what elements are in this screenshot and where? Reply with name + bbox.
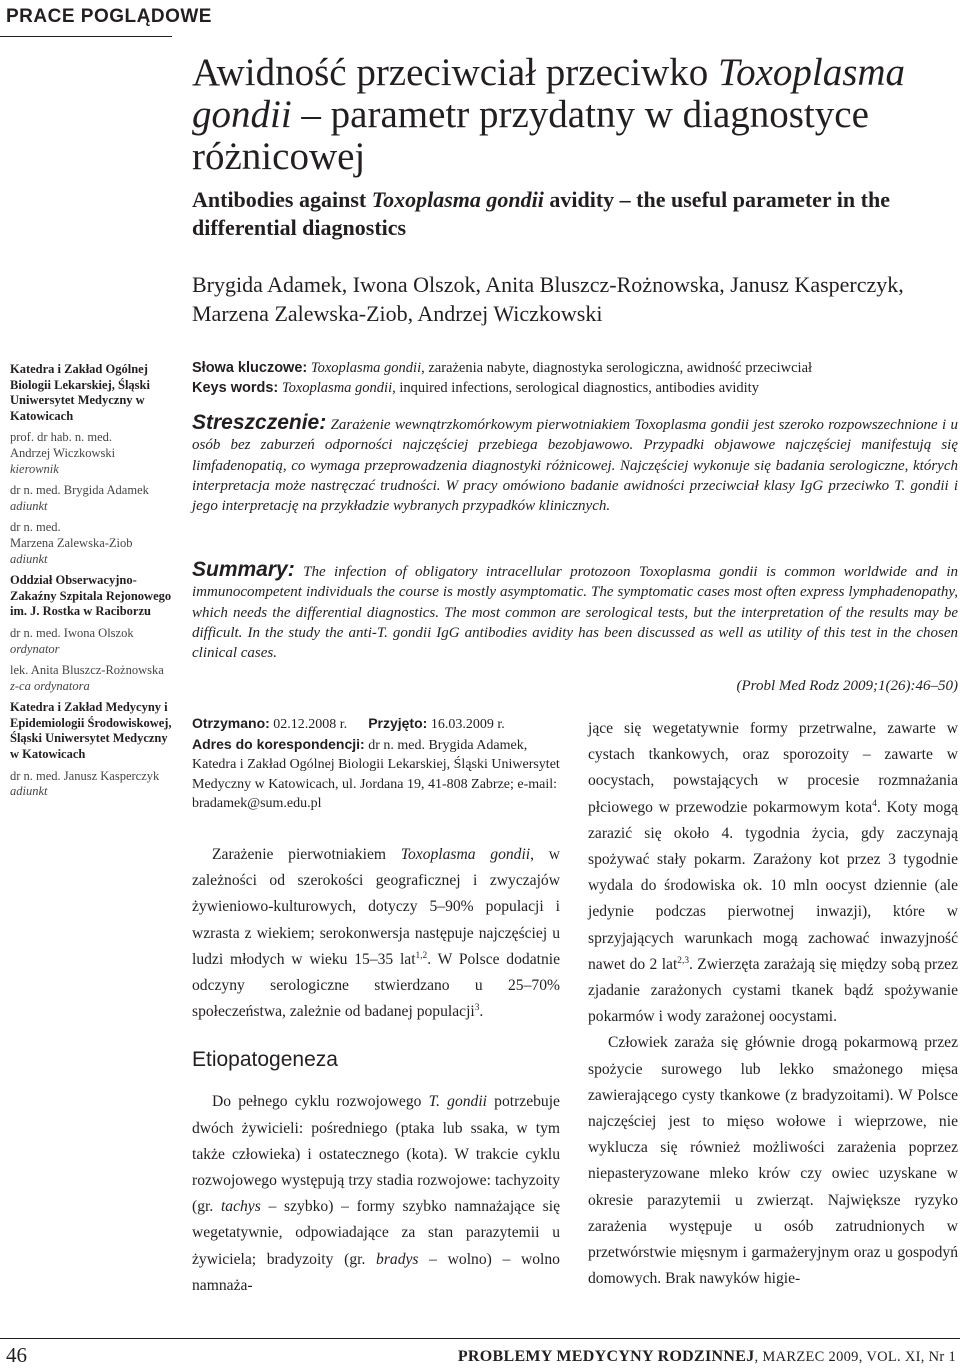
- institution-3: Katedra i Zakład Medycyny i Epidemiologii Środowiskowej, Śląski Uniwersytet Medyczny w Katowicach: [10, 700, 172, 762]
- journal-footer: PROBLEMY MEDYCYNY RODZINNEJ, MARZEC 2009, VOL. XI, Nr 1: [457, 1348, 956, 1365]
- correspondence-block: [192, 714, 572, 814]
- author-role: adiunkt: [10, 784, 48, 799]
- institution-1: Katedra i Zakład Ogólnej Biologii Lekarskiej, Śląski Uniwersytet Medyczny w Katowicach: [10, 362, 150, 423]
- body-column-right: [588, 716, 958, 1292]
- keywords-en: Keys words: Toxoplasma gondii, inquired infections, serological diagnostics, antibodies avidity: [192, 380, 759, 396]
- author-role: ordynator: [10, 641, 60, 656]
- body-paragraph: Człowiek zaraża się głównie drogą pokarmową przez spożycie surowego lub lekko smażonego mięsa zawierającego cysty tkankowe (z bradyzoitami). W Polsce najczęściej jest to mięso wołowe i wieprzowe, nie wyklucza się również możliwości zarażenia poprzez niepasteryzowane mleko krów czy owiec uzyskane w okresie parazytemii u zwierząt. Największe ryzyko zarażenia występuje u osób zatrudnionych w przetwórstwie mięsnym i garmażeryjnym oraz u gospodyń domowych. Brak nawyków higie-: [588, 1034, 958, 1288]
- author-role: z-ca ordynatora: [10, 678, 90, 693]
- abstract-en-heading: Summary:: [192, 558, 295, 581]
- author-name: Marzena Zalewska-Ziob: [10, 535, 133, 550]
- section-heading: Etiopatogeneza: [192, 1048, 338, 1072]
- author-role: adiunkt: [10, 498, 48, 513]
- body-column-left: [192, 842, 560, 1299]
- author-name: dr n. med. Iwona Olszok: [10, 625, 134, 640]
- footer-divider: [0, 1338, 960, 1339]
- article-title-pl: Awidność przeciwciał przeciwko Toxoplasma gondii – parametr przydatny w diagnostyce różnicowej: [192, 51, 906, 178]
- author-title: dr n. med.: [10, 520, 61, 535]
- keywords-block: [192, 358, 958, 398]
- abstract-pl-heading: Streszczenie:: [192, 411, 327, 434]
- affiliations-sidebar: [10, 362, 178, 800]
- section-label: PRACE POGLĄDOWE: [6, 6, 212, 27]
- author-title: prof. dr hab. n. med.: [10, 430, 113, 445]
- abstract-pl: [192, 413, 958, 516]
- author-list: Brygida Adamek, Iwona Olszok, Anita Bluszcz-Rożnowska, Janusz Kasperczyk, Marzena Zalewska-Ziob, Andrzej Wiczkowski: [192, 272, 904, 326]
- body-paragraph: Do pełnego cyklu rozwojowego T. gondii potrzebuje dwóch żywicieli: pośredniego (ptaka lub ssaka, w tym także człowieka) i ostatecznego (kota). W trakcie cyklu rozwojowego występują trzy stadia rozwojowe: tachyzoity (gr. tachys – szybko) – formy szybko namnażające się wegetatywnie, odpowiadające za stan parazytemii u żywiciela; bradyzoity (gr. bradys – wolno) – wolno namnaża-: [192, 1093, 560, 1294]
- citation: (Probl Med Rodz 2009;1(26):46–50): [736, 678, 958, 694]
- page-number: 46: [6, 1343, 27, 1367]
- author-name: Andrzej Wiczkowski: [10, 445, 116, 460]
- author-role: adiunkt: [10, 551, 48, 566]
- abstract-pl-text: Zarażenie wewnątrzkomórkowym pierwotniakiem Toxoplasma gondii jest szeroko rozpowszechnione i u osób bez zaburzeń odporności najczęściej przebiega bezobjawowo. Przypadki objawowe najczęściej manifestują się limfadenopatią, co wymaga przeprowadzenia diagnostyki różnicowej. Najczęściej wykonuje się badania serologiczne, których interpretacja może nastręczać trudności. W pracy omówiono badanie awidności przeciwciał klasy IgG przeciwko T. gondii i jego interpretację na przykładzie wybranych przypadków klinicznych.: [192, 417, 959, 515]
- keywords-pl: Słowa kluczowe: Toxoplasma gondii, zarażenia nabyte, diagnostyka serologiczna, awidność przeciwciał: [192, 360, 813, 376]
- address: Adres do korespondencji: dr n. med. Brygida Adamek, Katedra i Zakład Ogólnej Biologii Lekarskiej, Śląski Uniwersytet Medyczny w Katowicach, ul. Jordana 19, 41-808 Zabrze; e-mail: bradamek@sum.edu.pl: [192, 735, 560, 811]
- author-name: dr n. med. Brygida Adamek: [10, 483, 149, 498]
- author-name: lek. Anita Bluszcz-Rożnowska: [10, 663, 164, 678]
- abstract-en: [192, 560, 958, 663]
- body-paragraph: Zarażenie pierwotniakiem Toxoplasma gondii, w zależności od szerokości geograficznej i zwyczajów żywieniowo-kulturowych, dotyczy 5–90% populacji i wzrasta z wiekiem; serokonwersja następuje najczęściej u ludzi młodych w wieku 15–35 lat$^{1,2}$. W Polsce dodatnie odczyny serologiczne stwierdzano u 25–70% społeczeństwa, zależnie od badanej populacji$^3$.: [192, 846, 560, 1021]
- abstract-en-text: The infection of obligatory intracellular protozoon Toxoplasma gondii is common worldwide and in immunocompetent individuals the course is mostly asymptomatic. The symptomatic cases most often express lymphadenopathy, which needs the differential diagnostics. The most common are serological tests, but the interpretation of the results may be difficult. In the study the anti-T. gondii IgG antibodies avidity has been discussed as well as utility of this test in the chosen clinical cases.: [192, 564, 958, 662]
- section-divider: [0, 36, 172, 37]
- author-name: dr n. med. Janusz Kasperczyk: [10, 768, 160, 783]
- body-paragraph: jące się wegetatywnie formy przetrwalne, zawarte w cystach tkankowych, oraz sporozoity – zawarte w oocystach, powstających w procesie rozmnażania płciowego w przewodzie pokarmowym kota$^4$. Koty mogą zarazić się około 4. tygodnia życia, gdy zaczynają spożywać stały pokarm. Zarażony kot przez 3 tygodnie wydala do środowiska ok. 10 mln oocyst dziennie (ale jedynie podczas pierwotnej inwazji), które w sprzyjających warunkach mogą zachować inwazyjność nawet do 2 lat$^{2,3}$. Zwierzęta zarażają się między sobą przez zjadanie zarażonych cystami tkanek bądź spożywanie pokarmów i wody zarażonej oocystami.: [588, 720, 958, 1026]
- article-title-en: Antibodies against Toxoplasma gondii avidity – the useful parameter in the differential diagnostics: [192, 187, 890, 240]
- institution-2: Oddział Obserwacyjno-Zakaźny Szpitala Rejonowego im. J. Rostka w Raciborzu: [10, 573, 172, 619]
- author-role: kierownik: [10, 461, 59, 476]
- dates-line: Otrzymano: 02.12.2008 r. Przyjęto: 16.03.2009 r.: [192, 715, 505, 732]
